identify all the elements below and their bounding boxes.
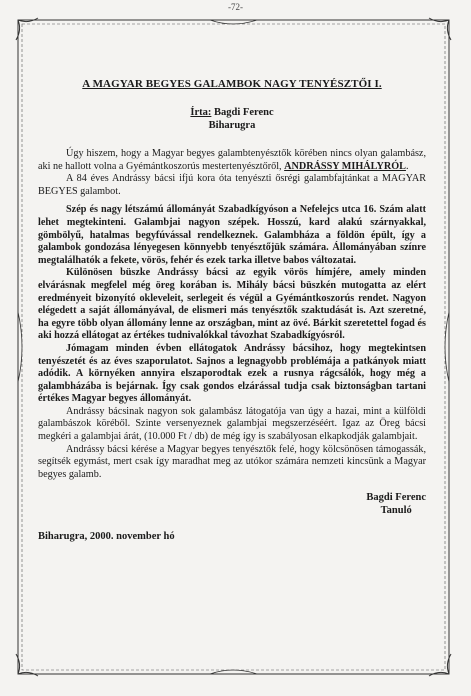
emphasized-name: ANDRÁSSY MIHÁLYRÓL — [284, 160, 406, 172]
paragraph-7: Andrássy bácsi kérése a Magyar begyes tenyésztők felé, hogy kölcsönösen támogassák, segítsék egymást, mert csak így maradhat meg az utókor számára nemzeti kincsünk a Magyar begyes galamb. — [38, 443, 426, 480]
byline-label: Írta: — [190, 107, 212, 118]
paragraph-2: A 84 éves Andrássy bácsi ifjú kora óta tenyészti ősrégi galambfajtánkat a MAGYAR BEGYES galambot. — [38, 173, 426, 197]
paragraph-5: Jómagam minden évben ellátogatok Andrássy bácsihoz, hogy megtekintsen tenyészetét és az éves szaporulatot. Sajnos a legnagyobb problémája a patkányok miatt adódik. A környéken annyira elszaporodtak ezek a rusnya rágcsálók, hogy még a galambházába is bejárnak. Így csak gondos elzárással tudja csak biztonságban tartani értékes Magyar begyes állományát. — [38, 342, 426, 405]
place-date: Biharugra, 2000. november hó — [38, 531, 175, 543]
page-number: -72- — [228, 2, 243, 12]
signature — [366, 491, 426, 517]
article — [38, 78, 426, 551]
byline-author: Bagdi Ferenc — [214, 107, 274, 118]
signature-name: Bagdi Ferenc — [366, 492, 426, 504]
signature-role: Tanuló — [380, 505, 412, 517]
paragraph-4: Különösen büszke Andrássy bácsi az egyik vörös hímjére, amely minden elvárásnak megfelel még öreg korában is. Mihály bácsi büszkén mutogatta az elért eredményeit bizonyító okleveleit, serlegeit és végül a Gyémántkoszorús rendet. Nagyon elégedett a saját állományával, de elismeri más tenyésztők szaktudását is. Azt szeretné, ha egyre több olyan állomány lenne az országban, mint az övé. Bárkit szeretettel fogad és aki hozzá ellátogat az értékes tudnivalókkal távozhat Szabadkígyósról. — [38, 267, 426, 342]
paragraph-3: Szép és nagy létszámú állományát Szabadkígyóson a Nefelejcs utca 16. Szám alatt lehet megtekinteni. Galambjai nagyon szépek. Hosszú, kard alakú szárnyakkal, gömbölyű, hatalmas begyfúvással rendelkeznek. Galambháza a földön épült, így a galambok gondozása lényegesen könnyebb tenyésztőjük számára. Állományában színre megtalálhatók a fekete, vörös, fehér és ezek tarka illetve babos változatai. — [38, 204, 426, 266]
paragraph-6: Andrássy bácsinak nagyon sok galambász látogatója van úgy a hazai, mint a külföldi galambászok köréből. Szinte versenyeznek galambjai megszerzéséért. Igaz az Öreg bácsi megkéri a galambjai árát, (10.000 Ft / db) de még így is szabályosan elkapkodják galambjait. — [38, 405, 426, 443]
paragraph-1: Úgy hiszem, hogy a Magyar begyes galambtenyésztők körében nincs olyan galambász, aki ne hallott volna a Gyémántkoszorús mestertenyésztőről, ANDRÁSSY MIHÁLYRÓL. — [38, 148, 426, 172]
byline — [38, 106, 426, 132]
article-title: A MAGYAR BEGYES GALAMBOK NAGY TENYÉSZTŐI I. — [82, 78, 382, 90]
byline-place: Biharugra — [208, 120, 256, 131]
